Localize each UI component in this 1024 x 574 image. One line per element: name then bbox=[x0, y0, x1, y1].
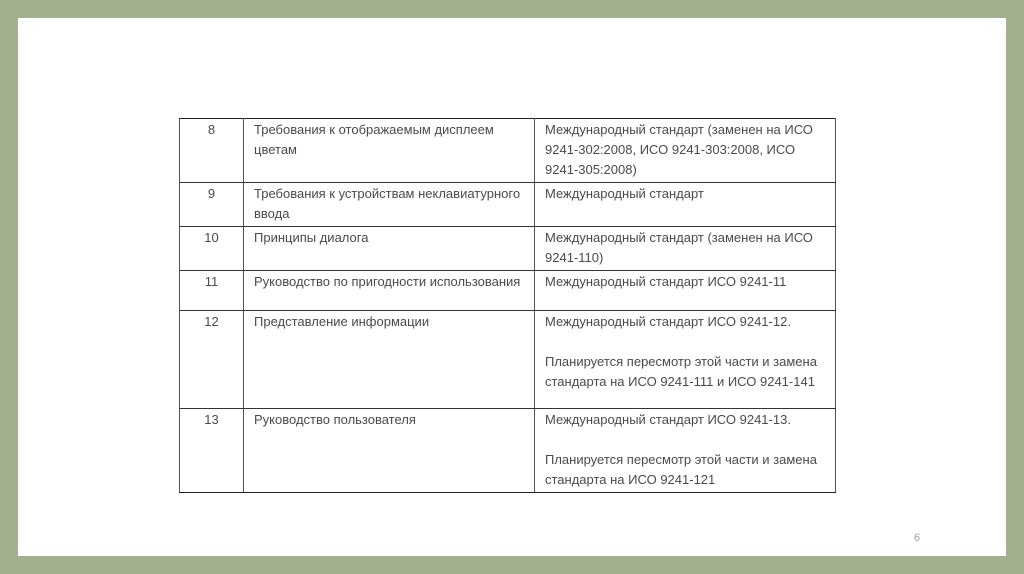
paragraph-gap bbox=[545, 332, 825, 352]
paragraph-gap bbox=[545, 430, 825, 450]
page-number: 6 bbox=[914, 532, 921, 544]
row-title: Принципы диалога bbox=[244, 227, 535, 271]
row-number: 12 bbox=[180, 311, 244, 409]
row-number: 11 bbox=[180, 271, 244, 311]
table-row bbox=[180, 311, 836, 409]
row-status: Международный стандарт (заменен на ИСО 9241-302:2008, ИСО 9241-303:2008, ИСО 9241-305:2008) bbox=[535, 119, 836, 183]
table-row bbox=[180, 227, 836, 271]
row-number: 10 bbox=[180, 227, 244, 271]
row-note: Планируется пересмотр этой части и замена стандарта на ИСО 9241-121 bbox=[545, 452, 817, 487]
row-title: Руководство по пригодности использования bbox=[244, 271, 535, 311]
table-row bbox=[180, 271, 836, 311]
row-number: 13 bbox=[180, 409, 244, 493]
row-status: Международный стандарт (заменен на ИСО 9241-110) bbox=[535, 227, 836, 271]
row-status: Международный стандарт ИСО 9241-11 bbox=[535, 271, 836, 311]
row-status: Международный стандарт ИСО 9241-12. bbox=[545, 314, 791, 329]
row-title: Требования к устройствам неклавиатурного ввода bbox=[244, 183, 535, 227]
row-number: 9 bbox=[180, 183, 244, 227]
row-number: 8 bbox=[180, 119, 244, 183]
table-row bbox=[180, 183, 836, 227]
table-row bbox=[180, 409, 836, 493]
standards-table bbox=[179, 118, 836, 493]
row-title: Руководство пользователя bbox=[244, 409, 535, 493]
row-status: Международный стандарт ИСО 9241-13. bbox=[545, 412, 791, 427]
row-title: Требования к отображаемым дисплеем цветам bbox=[244, 119, 535, 183]
slide bbox=[18, 18, 1006, 556]
row-note: Планируется пересмотр этой части и замена стандарта на ИСО 9241-111 и ИСО 9241-141 bbox=[545, 354, 817, 389]
row-status-cell bbox=[535, 311, 836, 409]
row-status-cell bbox=[535, 409, 836, 493]
row-title: Представление информации bbox=[244, 311, 535, 409]
table-row bbox=[180, 119, 836, 183]
row-status: Международный стандарт bbox=[535, 183, 836, 227]
